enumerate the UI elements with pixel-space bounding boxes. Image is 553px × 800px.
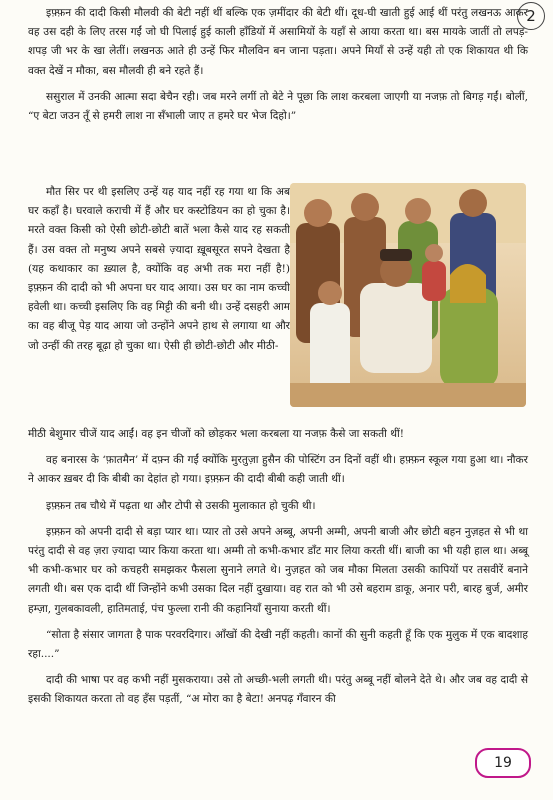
paragraph-3-end: मीठी बेशुमार चीजें याद आईं। वह इन चीजों को छोड़कर भला करबला या नजफ़ कैसे जा सकती थीं!	[28, 428, 404, 440]
text-block-top	[28, 4, 528, 133]
paragraph-4: वह बनारस के ‘फ़ातमैन’ में दफ़्न की गईं क्योंकि मुरतुज़ा हुसैन की पोस्टिंग उन दिनों वहीं थी। हफ़्फ़न स्कूल गया हुआ था। नौकर ने आकर ख़बर दी कि बीबी का देहांत हो गया। इफ़्फ़न की दादी बीबी कही जाती थीं।	[28, 454, 528, 486]
paragraph-6: इफ़्फ़न को अपनी दादी से बड़ा प्यार था। प्यार तो उसे अपने अब्बू, अपनी अम्मी, अपनी बाजी और छोटी बहन नुज़हत से भी था परंतु दादी से वह ज़रा ज़्यादा प्यार किया करता था। अम्मी तो कभी-कभार डाँट मार लिया करती थीं। बाजी का भी यही हाल था। अब्बू भी कभी-कभार घर को कचहरी समझकर फैसला सुनाने लगते थे। नुज़हत को जब मौका मिलता उसकी कापियों पर तसवीरें बनाने लगती थी। बस एक दादी थीं जिन्होंने कभी उसका दिल नहीं दुखाया। वह रात को भी उसे बहराम डाकू, अनार परी, बारह बुर्ज, अमीर हम्ज़ा, गुलबकावली, हातिमताई, पंच फुल्ला रानी की कहानियाँ सुनाया करती थीं।	[28, 525, 528, 615]
paragraph-5: इफ़्फ़न तब चौथे में पढ़ता था और टोपी से उसकी मुलाकात हो चुकी थी।	[46, 499, 316, 512]
paragraph-1: इफ़्फ़न की दादी किसी मौलवी की बेटी नहीं थीं बल्कि एक ज़मींदार की बेटी थीं। दूध-घी खाती हुई आई थीं परंतु लखनऊ आकर वह उस दही के लिए तरस गईं जो घी पिलाई हुई काली हाँडियों में असामियों के यहाँ से आया करता था। बस मायके जातीं तो लपड़-शपड़ जी भर के खा लेतीं। लखनऊ आते ही उन्हें फिर मौलविन बन जाना पड़ता। अपने मियाँ से उन्हें यही तो एक शिकायत थी कि वक्त देखें न मौका, बस मौलवी ही बने रहते हैं।	[28, 7, 528, 77]
corner-page-marker: 2	[517, 2, 545, 30]
paragraph-7: “सोता है संसार जागता है पाक परवरदिगार। आँखों की देखी नहीं कहती। कानों की सुनी कहती हूँ कि एक मुलुक में एक बादशाह रहा....”	[28, 628, 528, 661]
family-illustration	[290, 183, 526, 407]
page-number: 19	[475, 748, 531, 778]
text-wrap-block	[28, 183, 290, 363]
paragraph-3: मौत सिर पर थी इसलिए उन्हें यह याद नहीं रह गया था कि अब घर कहाँ है। घरवाले कराची में हैं और घर कस्टोडियन का हो चुका है। मरते वक्त किसी को ऐसी छोटी-छोटी बातें भला कैसे याद रह सकती हैं। उस वक्त तो मनुष्य अपने सबसे ज़्यादा ख़ूबसूरत सपने देखता है (यह कथाकार का ख़्याल है, क्योंकि वह अभी तक मरा नहीं है!) इफ़्फ़न की दादी को भी अपना घर याद आया। उस घर का नाम कच्ची हवेली था। कच्ची इसलिए कि वह मिट्टी की बनी थी। उन्हें दसहरी आम का वह बीजू पेड़ याद आया जो उन्होंने अपने हाथ से लगाया था और जो उन्हीं की तरह बूढ़ा हो चुका था। ऐसी ही छोटी-छोटी और मीठी-	[28, 186, 290, 352]
text-block-bottom	[28, 425, 528, 717]
paragraph-2: ससुराल में उनकी आत्मा सदा बेचैन रही। जब मरने लगीं तो बेटे ने पूछा कि लाश करबला जाएगी या नजफ़ तो बिगड़ गईं। बोलीं, “ए बेटा जउन तूँ से हमरी लाश ना सँभाली जाए त हमरे घर भेज दिहो।”	[28, 90, 528, 123]
paragraph-8: दादी की भाषा पर वह कभी नहीं मुसकराया। उसे तो अच्छी-भली लगती थी। परंतु अब्बू नहीं बोलने देते थे। और जब वह दादी से इसकी शिकायत करता तो वह हँस पड़तीं, “अ मोरा का है बेटा! अनपढ़ गँवारन की	[28, 674, 528, 706]
